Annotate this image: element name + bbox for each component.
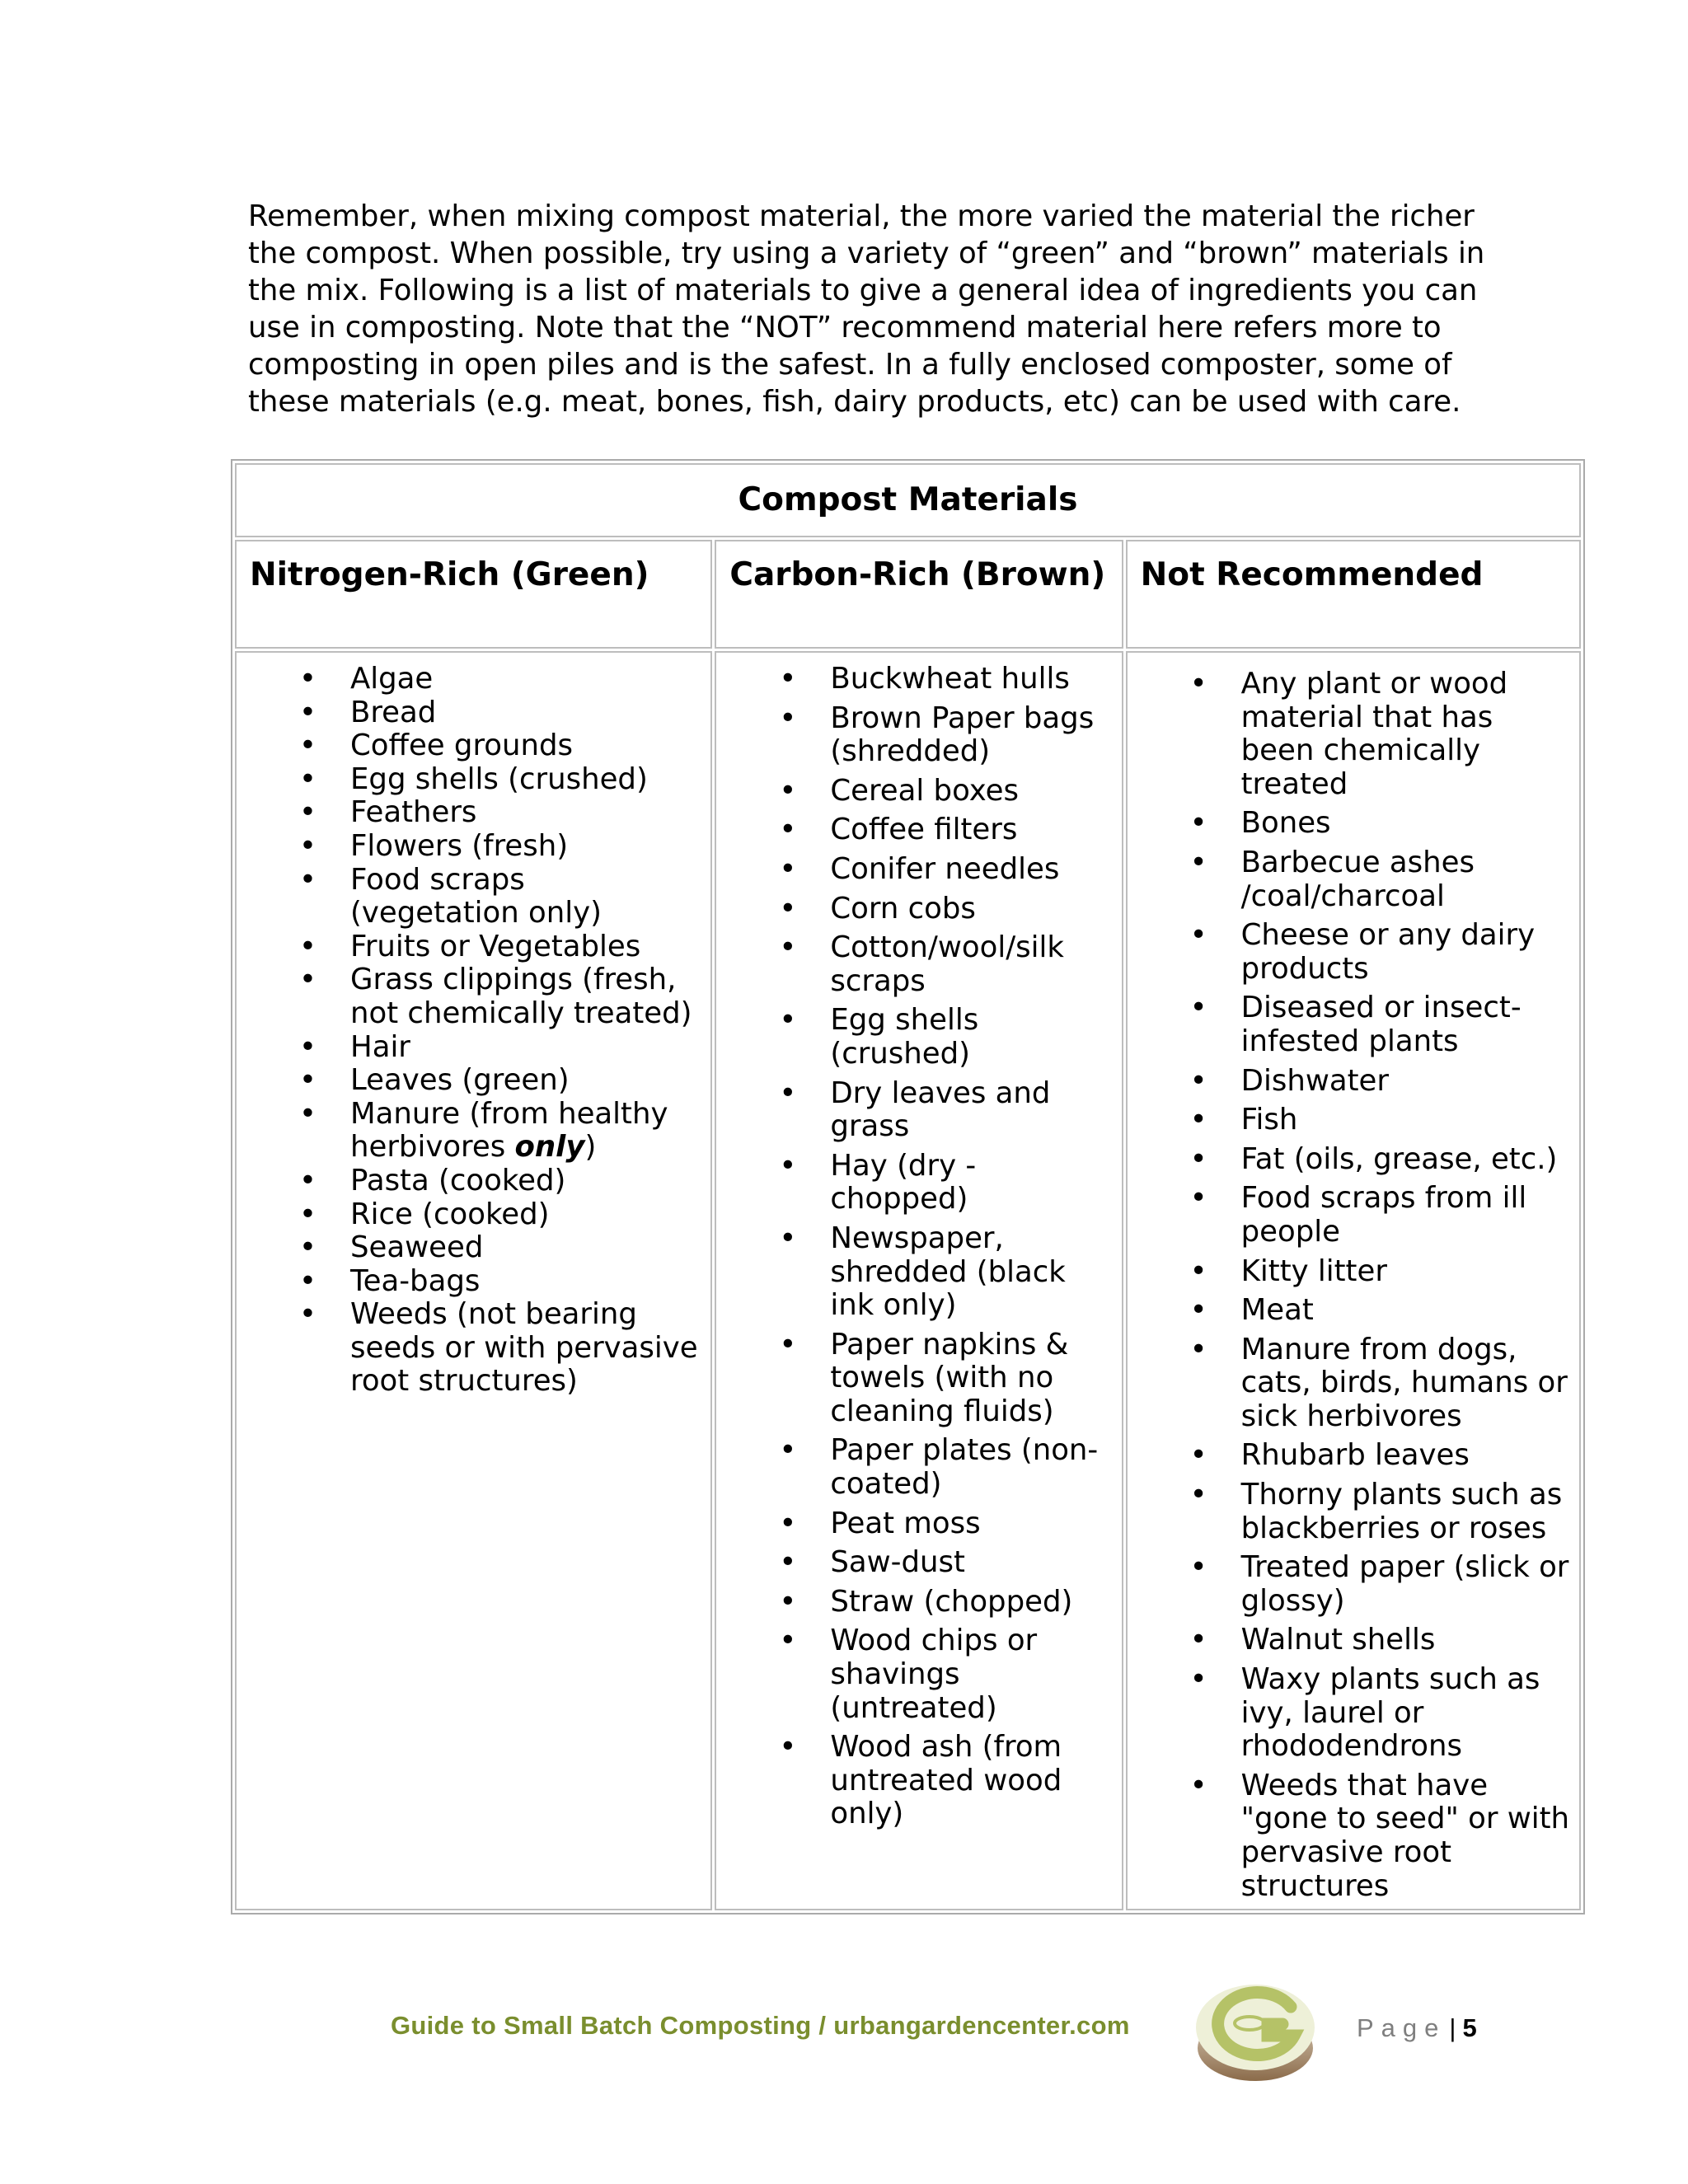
list-item: • Peat moss <box>716 1507 1121 1541</box>
list-item: • Egg shells (crushed) <box>716 1004 1121 1071</box>
list-item: • Fat (oils, grease, etc.) <box>1128 1143 1579 1177</box>
list-item: • Brown Paper bags (shredded) <box>716 702 1121 769</box>
intro-paragraph: Remember, when mixing compost material, the more varied the material the richer the compost. When possible, try using a variety of “green” and “brown” materials in the mix. Following is a list of materials to give a general idea of ingredients you can use in composting. Note that the “NOT” recommend material here refers more to composting in open piles and is the safest. In a fully enclosed composter, some of these materials (e.g. meat, bones, fish, dairy products, etc) can be used with care. <box>248 199 1485 419</box>
list-item: • Tea-bags <box>237 1265 710 1299</box>
page-separator: | <box>1449 2013 1456 2042</box>
list-item: • Diseased or insect-infested plants <box>1128 991 1579 1058</box>
list-item: • Paper napkins & towels (with no cleaning fluids) <box>716 1329 1121 1429</box>
list-item: • Barbecue ashes /coal/charcoal <box>1128 846 1579 913</box>
table-title: Compost Materials <box>235 463 1581 537</box>
list-item: • Grass clippings (fresh, not chemically treated) <box>237 963 710 1030</box>
list-item: • Dishwater <box>1128 1065 1579 1099</box>
list-item: • Coffee filters <box>716 813 1121 847</box>
list-item: • Manure (from healthy herbivores only) <box>237 1098 710 1165</box>
list-item: • Flowers (fresh) <box>237 830 710 864</box>
list-item: • Corn cobs <box>716 893 1121 926</box>
list-item: • Wood ash (from untreated wood only) <box>716 1731 1121 1831</box>
list-item: • Rice (cooked) <box>237 1198 710 1232</box>
green-materials-cell <box>235 651 712 1910</box>
list-item: • Cereal boxes <box>716 775 1121 808</box>
list-item: • Straw (chopped) <box>716 1586 1121 1619</box>
list-item: • Bread <box>237 696 710 730</box>
list-item: • Cotton/wool/silk scraps <box>716 931 1121 998</box>
list-item: • Kitty litter <box>1128 1255 1579 1289</box>
not-recommended-cell <box>1126 651 1581 1910</box>
list-item: • Buckwheat hulls <box>716 663 1121 696</box>
list-item: • Leaves (green) <box>237 1064 710 1098</box>
list-item: • Newspaper, shredded (black ink only) <box>716 1222 1121 1323</box>
list-item: • Fruits or Vegetables <box>237 930 710 964</box>
list-item: • Fish <box>1128 1104 1579 1137</box>
list-item: • Cheese or any dairy products <box>1128 919 1579 986</box>
brown-materials-list <box>716 663 1121 1831</box>
header-not-recommended: Not Recommended <box>1126 540 1581 649</box>
green-materials-list <box>237 663 710 1399</box>
page-number-label <box>1357 2013 1477 2043</box>
list-item: • Any plant or wood material that has been chemically treated <box>1128 668 1579 801</box>
list-item: • Egg shells (crushed) <box>237 763 710 797</box>
list-item: • Algae <box>237 663 710 696</box>
header-nitrogen-rich: Nitrogen-Rich (Green) <box>235 540 712 649</box>
list-item: • Thorny plants such as blackberries or roses <box>1128 1479 1579 1545</box>
footer-guide-title: Guide to Small Batch Composting / urbangardencenter.com <box>391 2011 1130 2040</box>
list-item: • Paper plates (non-coated) <box>716 1434 1121 1501</box>
list-item: • Weeds that have "gone to seed" or with pervasive root structures <box>1128 1769 1579 1903</box>
list-item: • Feathers <box>237 796 710 830</box>
list-item: • Wood chips or shavings (untreated) <box>716 1624 1121 1725</box>
compost-materials-table <box>231 459 1585 1915</box>
list-item: • Meat <box>1128 1294 1579 1328</box>
page-label: Page <box>1357 2013 1447 2042</box>
header-carbon-rich: Carbon-Rich (Brown) <box>715 540 1123 649</box>
list-item: • Dry leaves and grass <box>716 1077 1121 1144</box>
list-item: • Hay (dry - chopped) <box>716 1150 1121 1216</box>
page-number: 5 <box>1462 2013 1477 2042</box>
list-item: • Seaweed <box>237 1231 710 1265</box>
list-item: • Manure from dogs, cats, birds, humans or sick herbivores <box>1128 1333 1579 1434</box>
list-item: • Pasta (cooked) <box>237 1165 710 1198</box>
list-item: • Food scraps (vegetation only) <box>237 864 710 930</box>
list-item: • Coffee grounds <box>237 729 710 763</box>
list-item: • Food scraps from ill people <box>1128 1182 1579 1249</box>
list-item: • Hair <box>237 1031 710 1065</box>
list-item: • Rhubarb leaves <box>1128 1439 1579 1473</box>
list-item: • Treated paper (slick or glossy) <box>1128 1551 1579 1618</box>
not-recommended-list <box>1128 663 1579 1903</box>
list-item: • Saw-dust <box>716 1546 1121 1580</box>
list-item: • Conifer needles <box>716 853 1121 887</box>
list-item: • Weeds (not bearing seeds or with pervasive root structures) <box>237 1298 710 1399</box>
list-item: • Bones <box>1128 807 1579 841</box>
urban-garden-center-logo <box>1193 1970 1317 2085</box>
list-item: • Waxy plants such as ivy, laurel or rhododendrons <box>1128 1663 1579 1764</box>
list-item: • Walnut shells <box>1128 1624 1579 1657</box>
brown-materials-cell <box>715 651 1123 1910</box>
